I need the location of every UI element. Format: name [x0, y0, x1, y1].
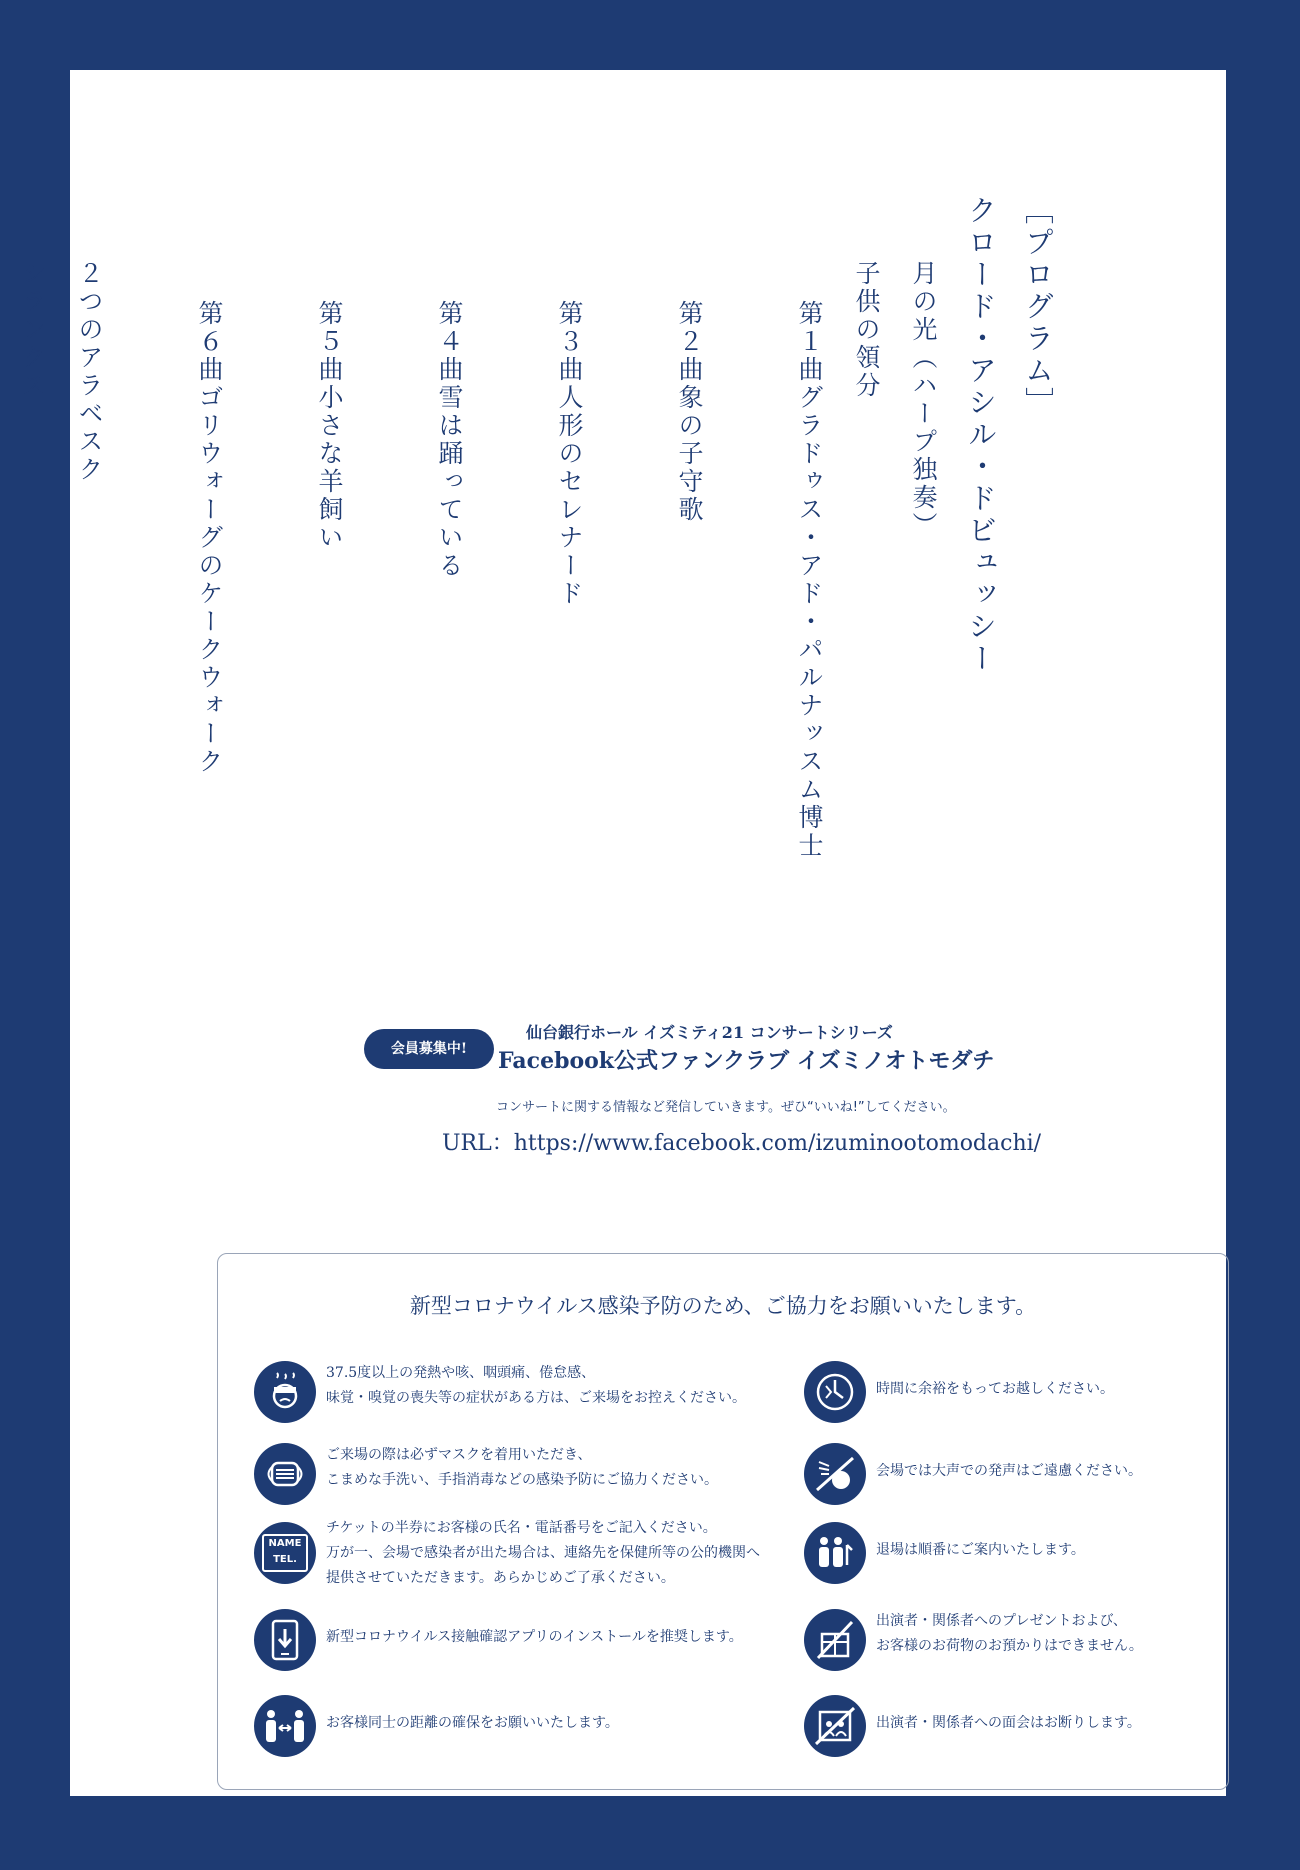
fever-icon: [254, 1361, 316, 1423]
notice-line: 出演者・関係者へのプレゼントおよび、: [876, 1613, 1127, 1629]
movement-number: 第３曲: [555, 300, 584, 384]
notice-line: 提供させていただきます。あらかじめご了承ください。: [326, 1570, 675, 1586]
fanclub-note: コンサートに関する情報など発信していきます。ぜひ“いいね!”してください。: [496, 1100, 956, 1115]
mask-icon: [254, 1443, 316, 1505]
facebook-url-link[interactable]: URL：https://www.facebook.com/izuminootomodachi/: [442, 1131, 1042, 1156]
notice-line: 万が一、会場で感染者が出た場合は、連絡先を保健所等の公的機関へ: [326, 1545, 760, 1561]
no-gifts-icon: [804, 1609, 866, 1671]
notice-line: 味覚・嗅覚の喪失等の症状がある方は、ご来場をお控えください。: [326, 1390, 746, 1406]
concert-series-name: 仙台銀行ホール イズミティ21 コンサートシリーズ: [526, 1023, 893, 1042]
notice-line: 退場は順番にご案内いたします。: [876, 1542, 1085, 1558]
distance-icon: [254, 1695, 316, 1757]
app-install-icon: [254, 1609, 316, 1671]
fanclub-promo: [356, 1014, 1056, 1204]
notice-line: こまめな手洗い、手指消毒などの感染予防にご協力ください。: [326, 1472, 718, 1488]
clock-icon: [804, 1361, 866, 1423]
program-sheet: [18, 70, 1226, 1796]
tel-label: TEL.: [273, 1554, 297, 1565]
movement-item: [358, 195, 478, 915]
movement-title: 小さな羊飼い: [315, 384, 344, 552]
program-item: ２つのアラベスク: [75, 260, 104, 484]
movement-item: [598, 195, 718, 915]
no-meeting-icon: [804, 1695, 866, 1757]
program-listing: [0, 195, 1066, 915]
notice-line: お客様のお荷物のお預かりはできません。: [876, 1638, 1143, 1654]
notice-line: お客様同士の距離の確保をお願いいたします。: [326, 1715, 619, 1731]
movement-title: 象の子守歌: [675, 384, 704, 524]
composer-name: クロード・アシル・ドビュッシー: [964, 195, 998, 675]
notice-line: 新型コロナウイルス接触確認アプリのインストールを推奨します。: [326, 1629, 743, 1645]
movement-title: 人形のセレナード: [555, 384, 584, 608]
name-tel-icon: [254, 1522, 316, 1584]
movement-number: 第１曲: [795, 300, 824, 384]
program-item: 月の光（ハープ独奏）: [909, 260, 938, 540]
notice-line: ご来場の際は必ずマスクを着用いただき、: [326, 1447, 592, 1463]
movement-title: 雪は踊っている: [435, 384, 464, 580]
notice-line: チケットの半券にお客様の氏名・電話番号をご記入ください。: [326, 1520, 717, 1536]
orderly-exit-icon: [804, 1522, 866, 1584]
program-item: [0, 195, 4, 915]
program-heading: ［プログラム］: [1021, 195, 1055, 419]
fanclub-title: Facebook公式ファンクラブ イズミノオトモダチ: [498, 1048, 995, 1074]
notice-line: 出演者・関係者への面会はお断りします。: [876, 1715, 1141, 1731]
membership-badge: 会員募集中!: [364, 1029, 494, 1069]
notice-line: 37.5度以上の発熱や咳、咽頭痛、倦怠感、: [326, 1365, 596, 1381]
movement-title: ゴリウォーグのケークウォーク: [195, 384, 224, 776]
movement-number: 第５曲: [315, 300, 344, 384]
program-item: 子供の領分: [852, 260, 881, 400]
movement-item: [118, 195, 238, 915]
movement-title: グラドゥス・アド・パルナッスム博士: [795, 384, 824, 860]
movement-number: 第６曲: [195, 300, 224, 384]
movement-number: 第２曲: [675, 300, 704, 384]
notice-line: 時間に余裕をもってお越しください。: [876, 1381, 1114, 1397]
no-shouting-icon: [804, 1443, 866, 1505]
covid-notice-title: 新型コロナウイルス感染予防のため、ご協力をお願いいたします。: [409, 1294, 1037, 1318]
name-label: NAME: [268, 1538, 302, 1549]
program-item: シランクス: [18, 260, 47, 400]
covid-notice-box: [217, 1253, 1229, 1790]
movement-item: [238, 195, 358, 915]
movement-number: 第４曲: [435, 300, 464, 384]
movement-item: [478, 195, 598, 915]
notice-line: 会場では大声での発声はご遠慮ください。: [876, 1463, 1142, 1479]
movement-item: [718, 195, 838, 915]
